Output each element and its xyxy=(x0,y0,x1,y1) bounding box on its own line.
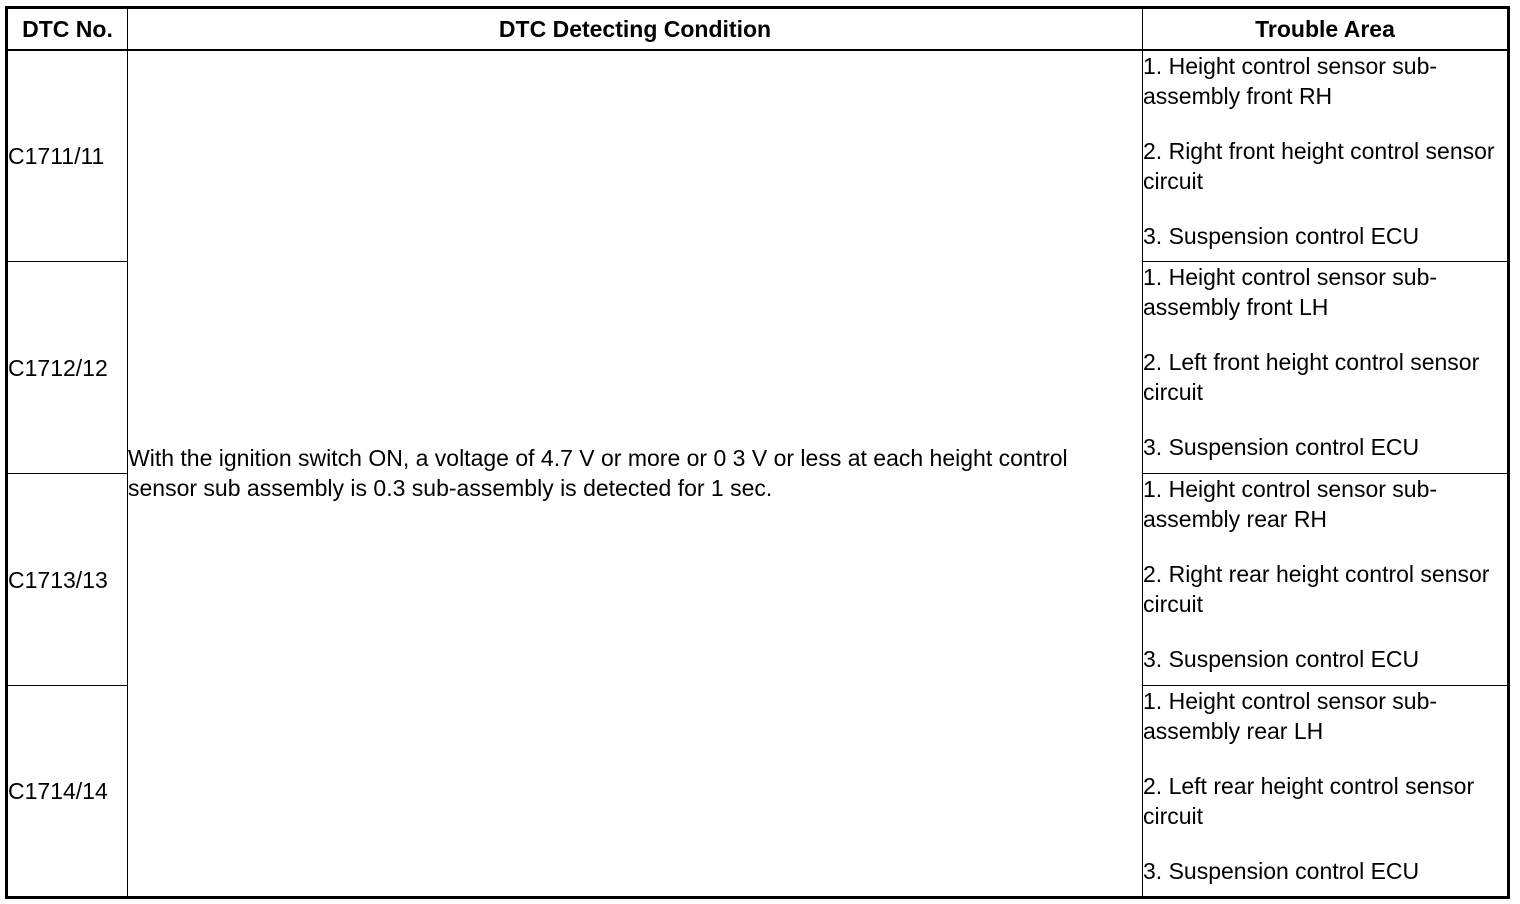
table-row xyxy=(7,50,1509,262)
trouble-area-item xyxy=(1143,432,1507,462)
trouble-area-item-text: Right rear height control sensor circuit xyxy=(1143,561,1490,617)
trouble-area-item xyxy=(1143,686,1507,746)
trouble-area-item-text: Right front height control sensor circuit xyxy=(1143,137,1495,194)
trouble-area-cell xyxy=(1143,50,1509,262)
trouble-area-item-number: 3. xyxy=(1143,434,1163,460)
trouble-area-item-text: Suspension control ECU xyxy=(1168,434,1420,460)
trouble-area-item-text: Left front height control sensor circuit xyxy=(1143,349,1480,405)
trouble-area-item-text: Height control sensor sub-assembly rear LH xyxy=(1143,688,1438,744)
trouble-area-item xyxy=(1143,347,1507,407)
trouble-area-item xyxy=(1143,771,1507,831)
trouble-area-item-number: 1. xyxy=(1143,688,1163,714)
trouble-area-item-text: Height control sensor sub-assembly rear RH xyxy=(1143,476,1438,532)
trouble-area-cell xyxy=(1143,262,1509,474)
trouble-area-item-text: Height control sensor sub-assembly front LH xyxy=(1143,264,1438,320)
trouble-area-item xyxy=(1143,559,1507,619)
trouble-area-item-number: 2. xyxy=(1143,773,1163,799)
trouble-area-item-number: 3. xyxy=(1143,646,1163,672)
header-detecting-condition: DTC Detecting Condition xyxy=(128,8,1143,50)
header-dtc-no: DTC No. xyxy=(7,8,128,50)
trouble-area-item-number: 1. xyxy=(1143,52,1163,79)
trouble-area-item-number: 2. xyxy=(1143,561,1163,587)
trouble-area-item xyxy=(1143,51,1507,111)
trouble-area-item xyxy=(1143,644,1507,674)
trouble-area-item xyxy=(1143,136,1507,196)
trouble-area-item-number: 2. xyxy=(1143,349,1163,375)
trouble-area-cell xyxy=(1143,686,1509,898)
trouble-area-item-number: 2. xyxy=(1143,137,1163,164)
trouble-area-item-text: Suspension control ECU xyxy=(1168,858,1420,884)
dtc-code: C1712/12 xyxy=(7,262,128,474)
header-row xyxy=(7,8,1509,50)
trouble-area-item-number: 3. xyxy=(1143,858,1163,884)
dtc-code: C1713/13 xyxy=(7,474,128,686)
trouble-area-item-number: 1. xyxy=(1143,264,1163,290)
trouble-area-cell xyxy=(1143,474,1509,686)
dtc-table xyxy=(5,6,1510,899)
trouble-area-item xyxy=(1143,856,1507,886)
dtc-code: C1714/14 xyxy=(7,686,128,898)
trouble-area-item xyxy=(1143,221,1507,251)
trouble-area-item-text: Suspension control ECU xyxy=(1168,646,1420,672)
header-trouble-area: Trouble Area xyxy=(1143,8,1509,50)
trouble-area-item-number: 1. xyxy=(1143,476,1163,502)
trouble-area-item-text: Suspension control ECU xyxy=(1168,222,1420,249)
trouble-area-item-number: 3. xyxy=(1143,222,1163,249)
trouble-area-item-text: Left rear height control sensor circuit xyxy=(1143,773,1475,829)
detecting-condition: With the ignition switch ON, a voltage of 4.7 V or more or 0 3 V or less at each height control sensor sub assembly is 0.3 sub-assembly is detected for 1 sec. xyxy=(128,50,1143,898)
dtc-code: C1711/11 xyxy=(7,50,128,262)
trouble-area-item xyxy=(1143,262,1507,322)
trouble-area-item-text: Height control sensor sub-assembly front RH xyxy=(1143,52,1438,109)
trouble-area-item xyxy=(1143,474,1507,534)
